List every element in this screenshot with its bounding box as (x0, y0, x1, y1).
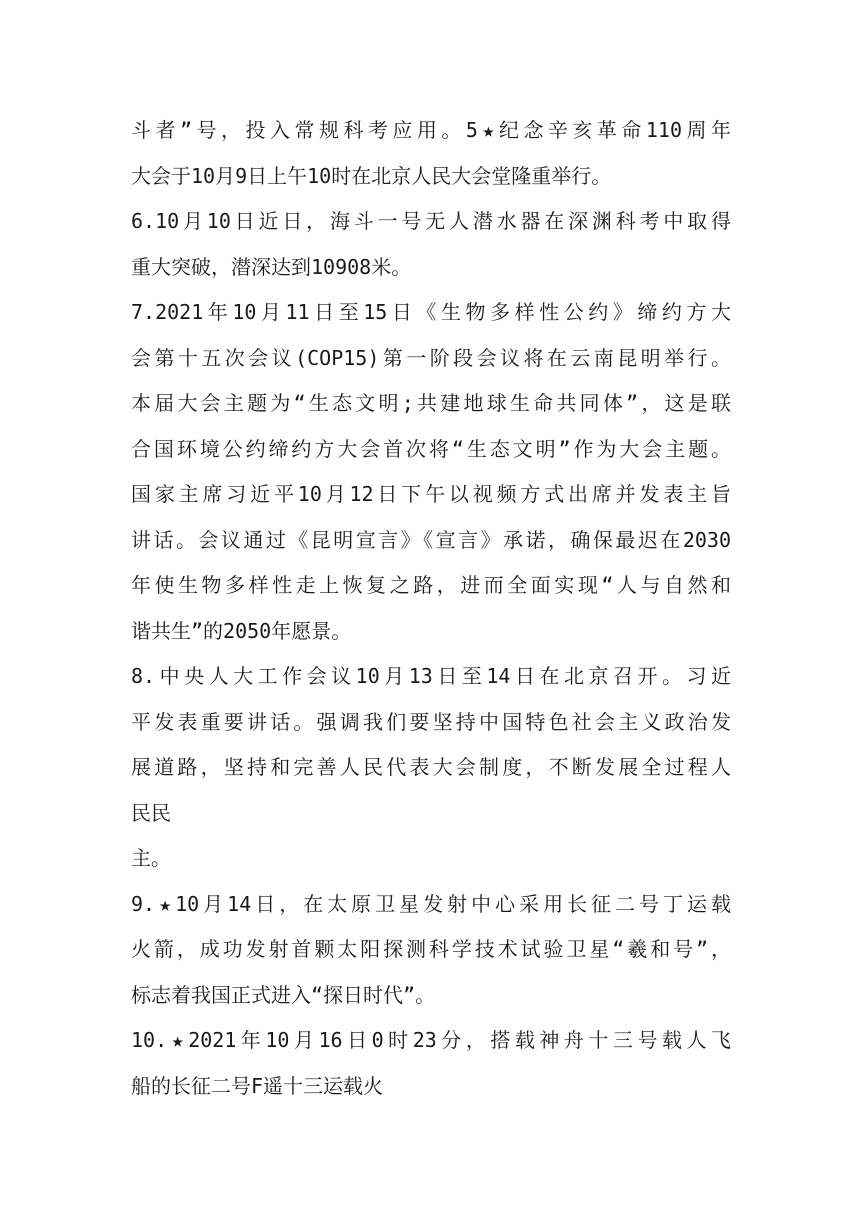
text-line: 大会于10月9日上午10时在北京人民大会堂隆重举行。 (131, 163, 612, 188)
text-line: 主。 (131, 846, 171, 870)
text-line: 本届大会主题为“生态文明;共建地球生命共同体”，这是联 (131, 391, 731, 415)
text-line: 6.10月10日近日，海斗一号无人潜水器在深渊科考中取得 (131, 209, 731, 233)
text-line: 讲话。会议通过《昆明宣言》《宣言》承诺，确保最迟在2030 (131, 527, 731, 552)
text-line: 合国环境公约缔约方大会首次将“生态文明”作为大会主题。 (131, 436, 731, 461)
text-line: 8.中央人大工作会议10月13日至14日在北京召开。习近 (131, 664, 731, 688)
text-line: 船的长征二号F遥十三运载火 (131, 1073, 384, 1098)
document-body (131, 108, 731, 1109)
text-line: 展道路，坚持和完善人民代表大会制度，不断发展全过程人 (131, 755, 731, 779)
text-line: 重大突破，潜深达到10908米。 (131, 254, 412, 279)
text-line: 国家主席习近平10月12日下午以视频方式出席并发表主旨 (131, 482, 731, 506)
text-line: 民民 (131, 800, 171, 825)
text-line: 标志着我国正式进入“探日时代”。 (131, 982, 436, 1007)
text-line: 谐共生”的2050年愿景。 (131, 618, 352, 643)
text-line: 火箭，成功发射首颗太阳探测科学技术试验卫星“羲和号”， (131, 937, 731, 961)
text-line: 10.★2021年10月16日0时23分，搭载神舟十三号载人飞 (131, 1028, 731, 1052)
text-line: 7.2021年10月11日至15日《生物多样性公约》缔约方大 (131, 300, 731, 324)
text-line: 9.★10月14日，在太原卫星发射中心采用长征二号丁运载 (131, 891, 731, 916)
text-line: 平发表重要讲话。强调我们要坚持中国特色社会主义政治发 (131, 709, 731, 734)
text-line: 斗者”号，投入常规科考应用。5★纪念辛亥革命110周年 (131, 118, 731, 142)
text-line: 会第十五次会议(COP15)第一阶段会议将在云南昆明举行。 (131, 345, 731, 370)
text-line: 年使生物多样性走上恢复之路，进而全面实现“人与自然和 (131, 573, 731, 597)
